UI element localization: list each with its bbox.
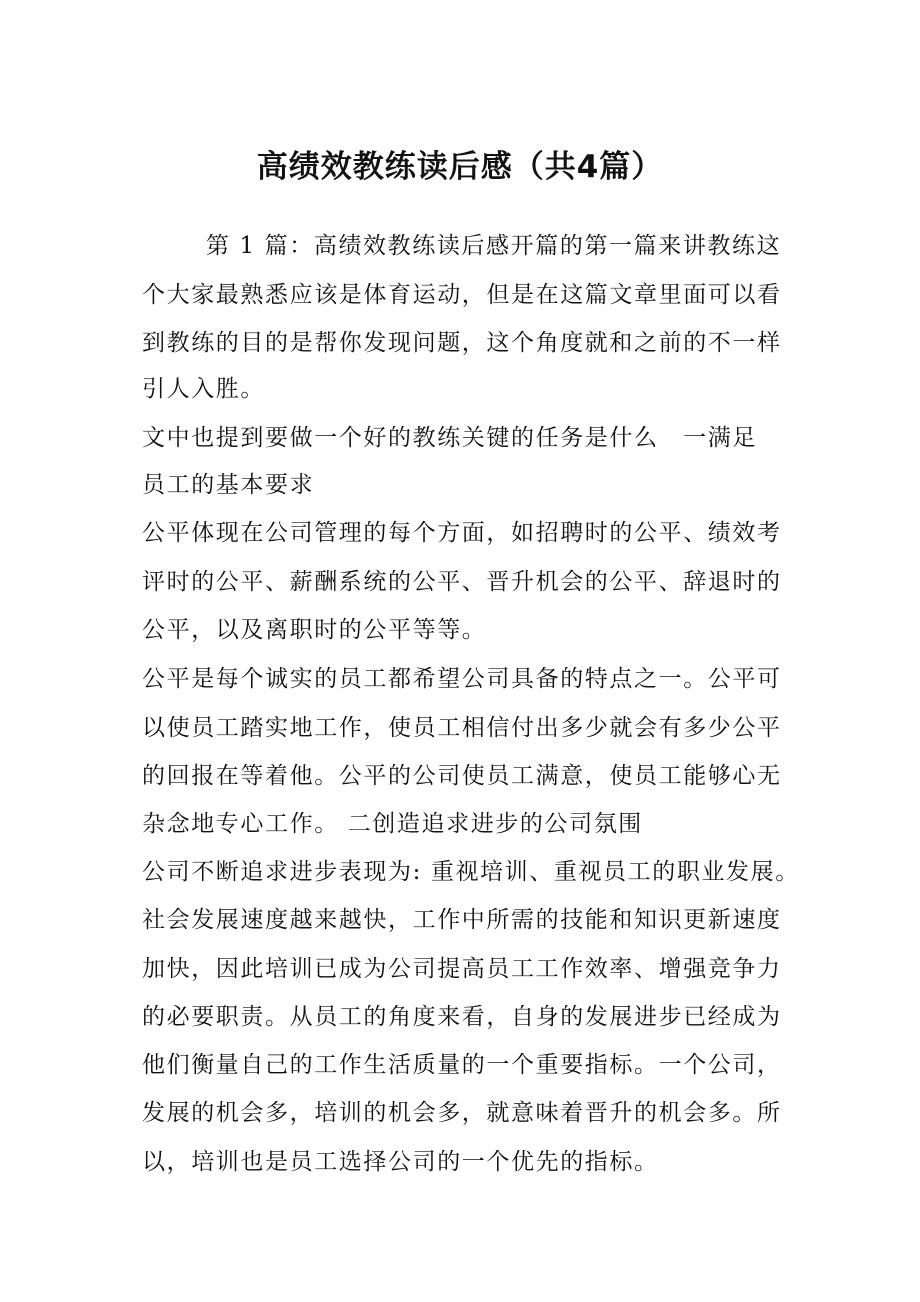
paragraph-line: 个大家最熟悉应该是体育运动，但是在这篇文章里面可以看 [142, 282, 782, 308]
paragraph-line: 以，培训也是员工选择公司的一个优先的指标。 [142, 1149, 659, 1175]
paragraph-line: 到教练的目的是帮你发现问题，这个角度就和之前的不一样 [142, 330, 782, 356]
paragraph-line: 第 1 篇：高绩效教练读后感开篇的第一篇来讲教练这 [206, 233, 782, 259]
document-title: 高绩效教练读后感（共4篇） [256, 149, 664, 185]
paragraph-line: 他们衡量自己的工作生活质量的一个重要指标。一个公司， [142, 1052, 782, 1078]
paragraph-line: 引人入胜。 [142, 376, 265, 402]
paragraph-line: 公平体现在公司管理的每个方面，如招聘时的公平、绩效考 [142, 520, 782, 546]
paragraph-line: 杂念地专心工作。 二创造追求进步的公司氛围 [142, 811, 643, 837]
paragraph-line: 公平是每个诚实的员工都希望公司具备的特点之一。公平可 [142, 666, 782, 692]
paragraph-line: 加快，因此培训已成为公司提高员工工作效率、增强竞争力 [142, 956, 782, 982]
paragraph-line: 公司不断追求进步表现为: 重视培训、重视员工的职业发展。 [142, 859, 800, 885]
paragraph-line: 文中也提到要做一个好的教练关键的任务是什么 一满足 [142, 425, 757, 451]
paragraph-line: 社会发展速度越来越快，工作中所需的技能和知识更新速度 [142, 907, 782, 933]
paragraph-line: 公平，以及离职时的公平等等。 [142, 617, 487, 643]
paragraph-line: 的必要职责。从员工的角度来看，自身的发展进步已经成为 [142, 1004, 782, 1030]
paragraph-line: 发展的机会多，培训的机会多，就意味着晋升的机会多。所 [142, 1100, 782, 1126]
paragraph-line: 评时的公平、薪酬系统的公平、晋升机会的公平、辞退时的 [142, 569, 782, 595]
paragraph-line: 的回报在等着他。公平的公司使员工满意，使员工能够心无 [142, 763, 782, 789]
paragraph-line: 员工的基本要求 [142, 472, 315, 498]
paragraph-line: 以使员工踏实地工作，使员工相信付出多少就会有多少公平 [142, 715, 782, 741]
